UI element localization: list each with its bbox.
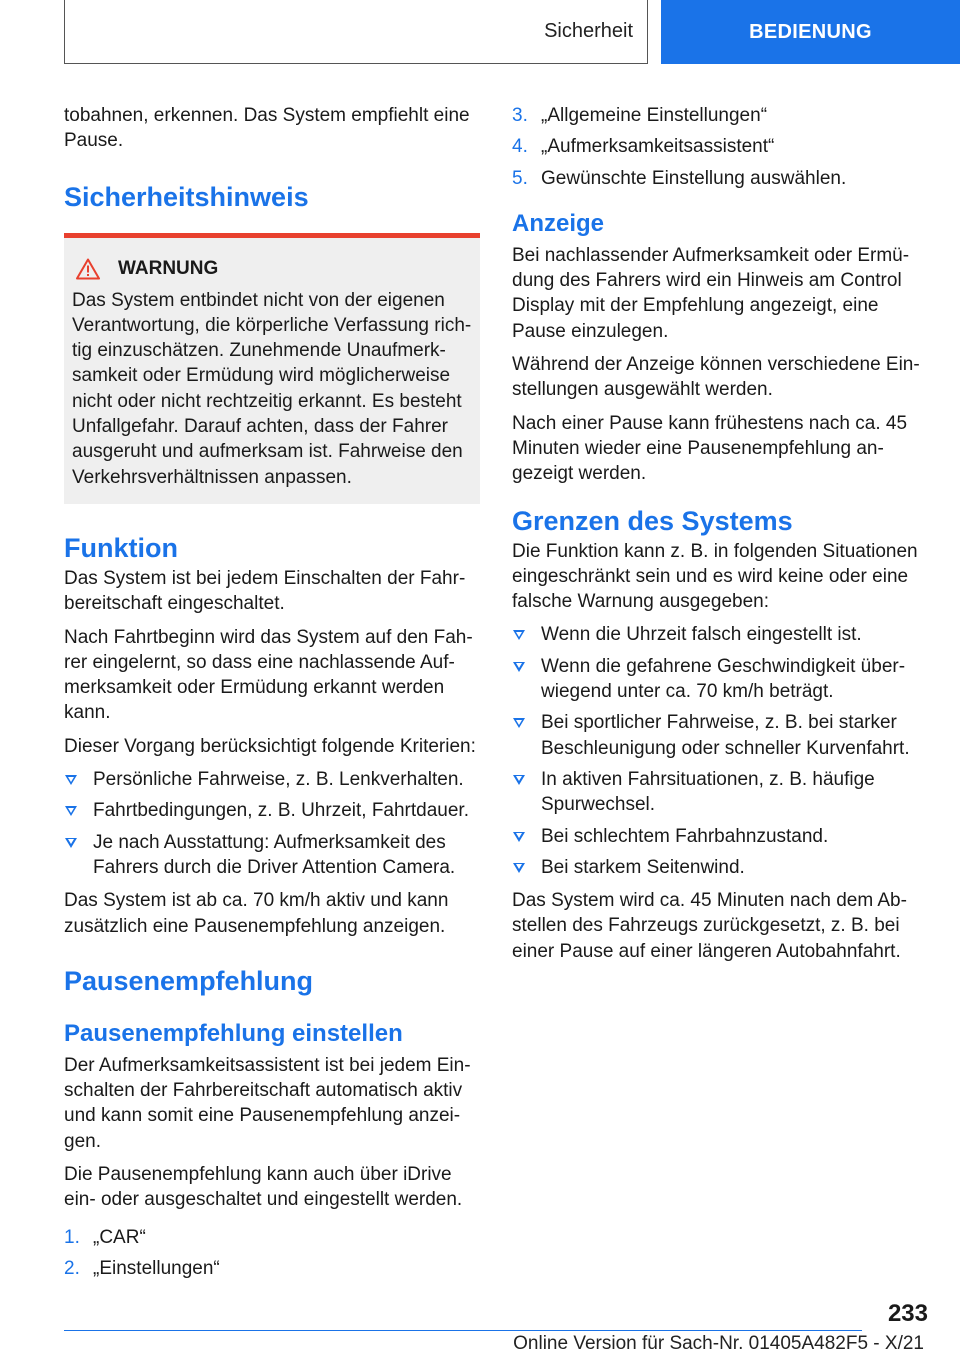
list-item: Wenn die Uhrzeit falsch eingestellt ist. bbox=[512, 622, 924, 647]
function-heading: Funktion bbox=[64, 532, 178, 563]
left-column bbox=[64, 103, 480, 1289]
warning-triangle-icon bbox=[76, 258, 100, 280]
right-column bbox=[512, 103, 924, 972]
list-item: Wenn die gefahrene Geschwindigkeit überwiegend unter ca. 70 km/h beträgt. bbox=[512, 654, 924, 705]
function-paragraph-2: Nach Fahrtbeginn wird das System auf den Fahrer eingelernt, so dass eine nachlassende Aufmerksamkeit oder Ermüdung erkannt werden kann. bbox=[64, 626, 473, 724]
list-item: 1. „CAR“ bbox=[64, 1225, 480, 1250]
warning-label: WARNUNG bbox=[118, 257, 219, 279]
steps-list-left bbox=[64, 1225, 480, 1282]
limits-list bbox=[512, 622, 924, 880]
limits-paragraph-1: Die Funktion kann z. B. in folgenden Situationen eingeschränkt sein und es wird keine oder eine falsche Warnung ausgegeben: bbox=[512, 540, 918, 613]
bullet-triangle-icon bbox=[65, 838, 77, 848]
warning-box bbox=[64, 233, 480, 504]
criteria-list bbox=[64, 767, 480, 880]
bullet-triangle-icon bbox=[513, 863, 525, 873]
bullet-triangle-icon bbox=[513, 832, 525, 842]
bullet-triangle-icon bbox=[513, 662, 525, 672]
list-item: 4. „Aufmerksamkeitsassistent“ bbox=[512, 134, 924, 159]
list-item: 5. Gewünschte Einstellung auswählen. bbox=[512, 166, 924, 191]
bullet-triangle-icon bbox=[65, 806, 77, 816]
step-number: 3. bbox=[512, 105, 528, 126]
limits-paragraph-2: Das System wird ca. 45 Minuten nach dem Abstellen des Fahrzeugs zurückgesetzt, z. B. bei einer Pause auf einer längeren Autobahnfahrt. bbox=[512, 890, 907, 962]
list-item: 3. „Allgemeine Einstellungen“ bbox=[512, 103, 924, 128]
list-item: Je nach Ausstattung: Aufmerksamkeit des Fahrers durch die Driver Attention Camera. bbox=[64, 830, 480, 881]
warning-header bbox=[72, 258, 472, 280]
step-number: 2. bbox=[64, 1257, 80, 1279]
display-paragraph-2: Während der Anzeige können verschiedene Einstellungen ausgewählt werden. bbox=[512, 354, 920, 401]
bullet-triangle-icon bbox=[65, 775, 77, 785]
header-section-tab bbox=[64, 0, 648, 64]
break-paragraph-2: Die Pausenempfehlung kann auch über iDrive ein- oder ausgeschaltet und eingestellt werden. bbox=[64, 1164, 463, 1211]
list-item: Fahrtbedingungen, z. B. Uhrzeit, Fahrtdauer. bbox=[64, 798, 480, 823]
header-chapter-tab bbox=[661, 0, 960, 64]
header-chapter-label: BEDIENUNG bbox=[749, 20, 872, 43]
page-number: 233 bbox=[887, 1300, 928, 1327]
list-item: Persönliche Fahrweise, z. B. Lenkverhalten. bbox=[64, 767, 480, 792]
bullet-triangle-icon bbox=[513, 775, 525, 785]
list-item: 2. „Einstellungen“ bbox=[64, 1256, 480, 1281]
break-heading: Pausenempfehlung bbox=[64, 965, 314, 996]
bullet-triangle-icon bbox=[513, 630, 525, 640]
step-number: 1. bbox=[64, 1226, 80, 1248]
list-item: Bei schlechtem Fahrbahnzustand. bbox=[512, 824, 924, 849]
function-paragraph-1: Das System ist bei jedem Einschalten der Fahrbereitschaft eingeschaltet. bbox=[64, 567, 466, 615]
list-item: Bei sportlicher Fahrweise, z. B. bei starker Beschleunigung oder schneller Kurvenfahrt. bbox=[512, 710, 924, 761]
step-number: 4. bbox=[512, 136, 528, 158]
intro-paragraph: tobahnen, erkennen. Das System empfiehlt eine Pause. bbox=[64, 105, 470, 152]
break-subheading: Pausenempfehlung einstellen bbox=[64, 1019, 403, 1047]
footer-version: Online Version für Sach-Nr. 01405A482F5 - X/21 bbox=[513, 1333, 924, 1354]
function-paragraph-3: Dieser Vorgang berücksichtigt folgende Kriterien: bbox=[64, 735, 476, 757]
steps-list-right bbox=[512, 103, 924, 191]
list-item: Bei starkem Seitenwind. bbox=[512, 855, 924, 880]
display-paragraph-3: Nach einer Pause kann frühestens nach ca. 45 Minuten wieder eine Pausenempfehlung angezeigt werden. bbox=[512, 412, 908, 485]
step-number: 5. bbox=[512, 167, 528, 189]
bullet-triangle-icon bbox=[513, 718, 525, 728]
safety-heading: Sicherheitshinweis bbox=[64, 181, 309, 212]
function-paragraph-4: Das System ist ab ca. 70 km/h aktiv und kann zusätzlich eine Pausenempfehlung anzeigen. bbox=[64, 890, 449, 937]
limits-heading: Grenzen des Systems bbox=[512, 505, 793, 536]
break-paragraph-1: Der Aufmerksamkeitsassistent ist bei jedem Einschalten der Fahrbereitschaft automatisch aktiv und kann somit eine Pausenempfehlung anzeigen. bbox=[64, 1054, 471, 1152]
header-section-label: Sicherheit bbox=[544, 20, 633, 42]
display-paragraph-1: Bei nachlassender Aufmerksamkeit oder Ermüdung des Fahrers wird ein Hinweis am Control Display mit der Empfehlung angezeigt, eine Pause einzulegen. bbox=[512, 244, 910, 342]
footer-divider bbox=[64, 1330, 862, 1331]
display-heading: Anzeige bbox=[512, 209, 605, 237]
list-item: In aktiven Fahrsituationen, z. B. häufige Spurwechsel. bbox=[512, 767, 924, 818]
warning-text: Das System entbindet nicht von der eigenen Verantwortung, die körperliche Verfassung richtig einzuschätzen. Zunehmende Unaufmerksamkeit oder Ermüdung wird möglicherweise nicht oder nicht rechtzeitig erkannt. Es besteht Unfallgefahr. Darauf achten, dass der Fahrer ausgeruht und aufmerksam ist. Fahrweise den Verkehrsverhältnissen anpassen. bbox=[72, 289, 472, 488]
